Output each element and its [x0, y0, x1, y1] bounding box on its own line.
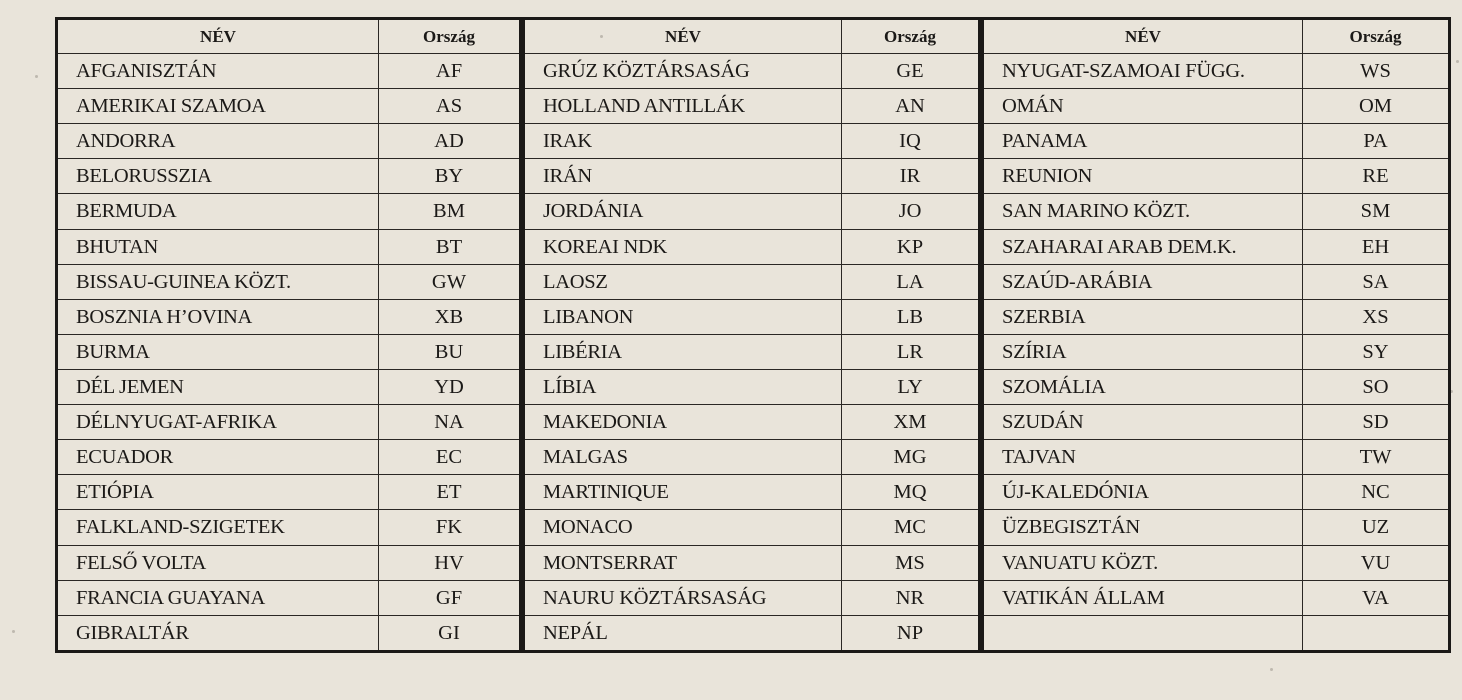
country-code-cell: GW: [379, 264, 521, 299]
table-row: [983, 475, 1450, 510]
table-row: [57, 54, 521, 89]
country-code-cell: EC: [379, 440, 521, 475]
country-code-cell: GF: [379, 580, 521, 615]
country-code-cell: LR: [842, 334, 980, 369]
header-row: [983, 19, 1450, 54]
country-name-cell: FELSŐ VOLTA: [57, 545, 379, 580]
country-name-cell: FALKLAND-SZIGETEK: [57, 510, 379, 545]
table-row: [524, 510, 980, 545]
country-code-cell: XM: [842, 405, 980, 440]
country-name-cell: DÉLNYUGAT-AFRIKA: [57, 405, 379, 440]
table-row: [983, 229, 1450, 264]
country-name-cell: LAOSZ: [524, 264, 842, 299]
table-row: [524, 159, 980, 194]
table-row: [983, 334, 1450, 369]
table-row: [983, 124, 1450, 159]
country-name-cell: TAJVAN: [983, 440, 1303, 475]
country-name-cell: SZUDÁN: [983, 405, 1303, 440]
country-name-cell: SZÍRIA: [983, 334, 1303, 369]
table-row: [57, 510, 521, 545]
table-row: [57, 369, 521, 404]
table-row: [57, 580, 521, 615]
country-code-cell: NP: [842, 615, 980, 651]
country-name-cell: NYUGAT-SZAMOAI FÜGG.: [983, 54, 1303, 89]
country-code-cell: HV: [379, 545, 521, 580]
country-code-cell: IQ: [842, 124, 980, 159]
country-name-cell: NEPÁL: [524, 615, 842, 651]
country-code-cell: VU: [1303, 545, 1450, 580]
country-name-cell: SAN MARINO KÖZT.: [983, 194, 1303, 229]
country-name-cell: ANDORRA: [57, 124, 379, 159]
country-code-cell: MC: [842, 510, 980, 545]
country-name-cell: MALGAS: [524, 440, 842, 475]
table-row: [57, 615, 521, 651]
country-code-cell: VA: [1303, 580, 1450, 615]
country-code-cell: NA: [379, 405, 521, 440]
table-row: [983, 440, 1450, 475]
country-code-tables: [55, 17, 1451, 653]
header-row: [524, 19, 980, 54]
country-name-cell: BELORUSSZIA: [57, 159, 379, 194]
paper-speck: [35, 75, 38, 78]
table-row: [524, 475, 980, 510]
country-code-cell: AN: [842, 89, 980, 124]
table-row: [57, 545, 521, 580]
country-code-cell: SD: [1303, 405, 1450, 440]
country-code-cell: MS: [842, 545, 980, 580]
country-name-cell: PANAMA: [983, 124, 1303, 159]
table-row: [57, 334, 521, 369]
country-name-cell: SZAHARAI ARAB DEM.K.: [983, 229, 1303, 264]
country-code-cell: [1303, 615, 1450, 651]
header-row: [57, 19, 521, 54]
code-column-header: Ország: [1303, 19, 1450, 54]
country-name-cell: REUNION: [983, 159, 1303, 194]
country-code-cell: NR: [842, 580, 980, 615]
country-code-cell: AD: [379, 124, 521, 159]
country-code-cell: SY: [1303, 334, 1450, 369]
table-row: [524, 369, 980, 404]
country-code-table: [55, 17, 522, 653]
country-name-cell: BOSZNIA H’OVINA: [57, 299, 379, 334]
country-name-cell: LIBÉRIA: [524, 334, 842, 369]
country-name-cell: SZAÚD-ARÁBIA: [983, 264, 1303, 299]
country-name-cell: OMÁN: [983, 89, 1303, 124]
table-row: [57, 299, 521, 334]
country-name-cell: LIBANON: [524, 299, 842, 334]
country-name-cell: NAURU KÖZTÁRSASÁG: [524, 580, 842, 615]
paper-speck: [1456, 60, 1459, 63]
country-code-table: [981, 17, 1451, 653]
table-row: [524, 440, 980, 475]
table-row: [524, 124, 980, 159]
country-name-cell: KOREAI NDK: [524, 229, 842, 264]
table-row: [983, 89, 1450, 124]
country-code-cell: BU: [379, 334, 521, 369]
country-code-cell: YD: [379, 369, 521, 404]
country-code-cell: GI: [379, 615, 521, 651]
code-column-header: Ország: [842, 19, 980, 54]
country-name-cell: AFGANISZTÁN: [57, 54, 379, 89]
country-name-cell: JORDÁNIA: [524, 194, 842, 229]
table-row: [524, 229, 980, 264]
country-code-cell: SM: [1303, 194, 1450, 229]
table-row: [983, 615, 1450, 651]
table-row: [57, 89, 521, 124]
table-row: [983, 194, 1450, 229]
country-name-cell: BERMUDA: [57, 194, 379, 229]
table-row: [524, 299, 980, 334]
country-name-cell: ECUADOR: [57, 440, 379, 475]
country-code-cell: BT: [379, 229, 521, 264]
code-column-header: Ország: [379, 19, 521, 54]
table-row: [57, 475, 521, 510]
country-code-cell: IR: [842, 159, 980, 194]
table-row: [983, 580, 1450, 615]
country-code-cell: ET: [379, 475, 521, 510]
country-name-cell: GRÚZ KÖZTÁRSASÁG: [524, 54, 842, 89]
country-code-table: [522, 17, 981, 653]
country-code-cell: LA: [842, 264, 980, 299]
country-name-cell: GIBRALTÁR: [57, 615, 379, 651]
country-name-cell: ÜZBEGISZTÁN: [983, 510, 1303, 545]
country-code-cell: BM: [379, 194, 521, 229]
table-row: [57, 405, 521, 440]
country-code-cell: MQ: [842, 475, 980, 510]
country-name-cell: DÉL JEMEN: [57, 369, 379, 404]
table-body: [983, 54, 1450, 652]
country-code-cell: MG: [842, 440, 980, 475]
country-code-cell: SA: [1303, 264, 1450, 299]
country-name-cell: VANUATU KÖZT.: [983, 545, 1303, 580]
country-code-cell: SO: [1303, 369, 1450, 404]
table-row: [524, 580, 980, 615]
table-row: [983, 510, 1450, 545]
country-code-cell: XS: [1303, 299, 1450, 334]
country-name-cell: HOLLAND ANTILLÁK: [524, 89, 842, 124]
country-name-cell: SZOMÁLIA: [983, 369, 1303, 404]
table-row: [524, 194, 980, 229]
table-row: [983, 159, 1450, 194]
country-code-cell: JO: [842, 194, 980, 229]
country-code-cell: OM: [1303, 89, 1450, 124]
name-column-header: NÉV: [57, 19, 379, 54]
paper-speck: [12, 630, 15, 633]
country-name-cell: ETIÓPIA: [57, 475, 379, 510]
country-name-cell: MAKEDONIA: [524, 405, 842, 440]
table-row: [983, 545, 1450, 580]
country-name-cell: AMERIKAI SZAMOA: [57, 89, 379, 124]
table-row: [524, 334, 980, 369]
paper-speck: [1270, 668, 1273, 671]
country-name-cell: MONACO: [524, 510, 842, 545]
country-name-cell: [983, 615, 1303, 651]
country-code-cell: AS: [379, 89, 521, 124]
table-row: [524, 545, 980, 580]
country-name-cell: LÍBIA: [524, 369, 842, 404]
country-code-cell: AF: [379, 54, 521, 89]
country-code-cell: PA: [1303, 124, 1450, 159]
table-row: [57, 440, 521, 475]
country-code-cell: RE: [1303, 159, 1450, 194]
country-name-cell: MONTSERRAT: [524, 545, 842, 580]
table-row: [983, 54, 1450, 89]
table-row: [57, 194, 521, 229]
name-column-header: NÉV: [983, 19, 1303, 54]
country-code-cell: WS: [1303, 54, 1450, 89]
table-row: [524, 264, 980, 299]
country-code-cell: TW: [1303, 440, 1450, 475]
table-row: [57, 159, 521, 194]
table-row: [57, 229, 521, 264]
country-code-cell: LY: [842, 369, 980, 404]
table-row: [57, 264, 521, 299]
country-name-cell: BHUTAN: [57, 229, 379, 264]
table-body: [524, 54, 980, 652]
country-code-cell: FK: [379, 510, 521, 545]
table-row: [983, 369, 1450, 404]
country-name-cell: BISSAU-GUINEA KÖZT.: [57, 264, 379, 299]
country-name-cell: BURMA: [57, 334, 379, 369]
country-code-cell: NC: [1303, 475, 1450, 510]
name-column-header: NÉV: [524, 19, 842, 54]
country-name-cell: ÚJ-KALEDÓNIA: [983, 475, 1303, 510]
country-name-cell: FRANCIA GUAYANA: [57, 580, 379, 615]
country-name-cell: IRÁN: [524, 159, 842, 194]
table-row: [983, 264, 1450, 299]
table-row: [524, 615, 980, 651]
table-row: [524, 405, 980, 440]
table-row: [524, 89, 980, 124]
country-name-cell: VATIKÁN ÁLLAM: [983, 580, 1303, 615]
country-name-cell: MARTINIQUE: [524, 475, 842, 510]
country-code-cell: KP: [842, 229, 980, 264]
country-code-cell: BY: [379, 159, 521, 194]
country-code-cell: GE: [842, 54, 980, 89]
table-body: [57, 54, 521, 652]
table-row: [524, 54, 980, 89]
table-row: [57, 124, 521, 159]
country-name-cell: IRAK: [524, 124, 842, 159]
country-code-cell: LB: [842, 299, 980, 334]
country-name-cell: SZERBIA: [983, 299, 1303, 334]
table-row: [983, 299, 1450, 334]
country-code-cell: UZ: [1303, 510, 1450, 545]
country-code-cell: EH: [1303, 229, 1450, 264]
country-code-cell: XB: [379, 299, 521, 334]
table-row: [983, 405, 1450, 440]
